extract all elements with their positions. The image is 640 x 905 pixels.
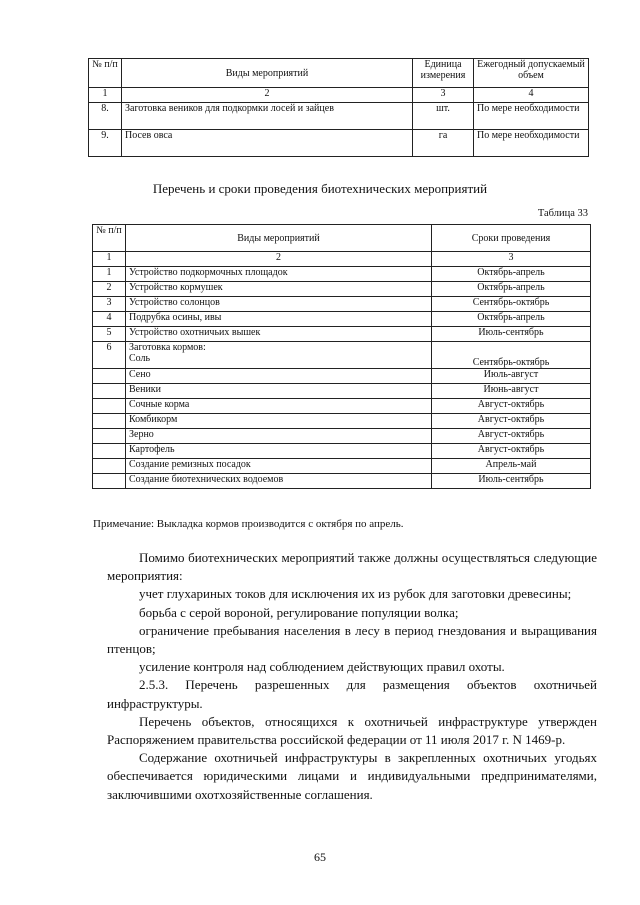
row-num: 2 [93, 282, 126, 297]
table-header-row [93, 225, 591, 252]
row-activity: Создание ремизных посадок [126, 459, 432, 474]
row-period: Июль-сентябрь [432, 474, 591, 489]
paragraph: усиление контроля над соблюдением действующих правил охоты. [139, 659, 505, 675]
row-num [93, 444, 126, 459]
row-period: Октябрь-апрель [432, 267, 591, 282]
row-activity: Заготовка веников для подкормки лосей и зайцев [122, 103, 413, 130]
row-activity [126, 342, 432, 369]
table-note: Примечание: Выкладка кормов производится с октября по апрель. [93, 518, 404, 530]
row-num: 5 [93, 327, 126, 342]
row-num [93, 459, 126, 474]
table-row [93, 414, 591, 429]
row-num: 8. [89, 103, 122, 130]
numbering-cell: 1 [89, 88, 122, 103]
row-num [93, 399, 126, 414]
row-activity: Сено [126, 369, 432, 384]
header-num: № п/п [89, 59, 122, 88]
row-num: 3 [93, 297, 126, 312]
table-row [89, 103, 589, 130]
table-row [93, 267, 591, 282]
row-activity: Комбикорм [126, 414, 432, 429]
table-numbering-row [89, 88, 589, 103]
row-activity: Создание биотехнических водоемов [126, 474, 432, 489]
row-activity: Посев овса [122, 130, 413, 157]
row-period: Август-октябрь [432, 414, 591, 429]
row-unit: шт. [413, 103, 474, 130]
row-period: Июль-сентябрь [432, 327, 591, 342]
header-period: Сроки проведения [432, 225, 591, 252]
header-activity: Виды мероприятий [126, 225, 432, 252]
table-row [93, 429, 591, 444]
row-activity: Устройство подкормочных площадок [126, 267, 432, 282]
table-header-row [89, 59, 589, 88]
row-period: Август-октябрь [432, 429, 591, 444]
paragraph: Содержание охотничьей инфраструктуры в закрепленных охотничьих угодьях обеспечивается юридическими лицами и индивидуальными предпринимателями, заключившими охотхозяйственные соглашения. [107, 750, 597, 802]
row-num: 1 [93, 267, 126, 282]
header-volume: Ежегодный допускаемый объем [474, 59, 589, 88]
paragraph: 2.5.3. Перечень разрешенных для размещения объектов охотничьей инфраструктуры. [107, 677, 597, 711]
row-activity: Устройство кормушек [126, 282, 432, 297]
row-activity: Картофель [126, 444, 432, 459]
table-row [93, 369, 591, 384]
row-period: Октябрь-апрель [432, 282, 591, 297]
table-numbering-row [93, 252, 591, 267]
row-num [93, 369, 126, 384]
row-num [93, 429, 126, 444]
header-num: № п/п [93, 225, 126, 252]
paragraph: Перечень объектов, относящихся к охотничьей инфраструктуре утвержден Распоряжением правительства российской федерации от 11 июля 2017 г. N 1469-р. [107, 713, 597, 748]
row-period: Август-октябрь [432, 399, 591, 414]
table-row [93, 399, 591, 414]
row-num [93, 474, 126, 489]
numbering-cell: 1 [93, 252, 126, 267]
row-period: Июль-август [432, 369, 591, 384]
row-num: 6 [93, 342, 126, 369]
row-num [93, 384, 126, 399]
numbering-cell: 3 [413, 88, 474, 103]
paragraph: ограничение пребывания населения в лесу в период гнездования и выращивания птенцов; [107, 622, 597, 657]
table-row [93, 312, 591, 327]
table-row [93, 384, 591, 399]
section-title: Перечень и сроки проведения биотехнических мероприятий [152, 181, 488, 196]
row-activity: Устройство охотничьих вышек [126, 327, 432, 342]
row-num [93, 414, 126, 429]
row-unit: га [413, 130, 474, 157]
table-row [93, 297, 591, 312]
row-activity-item: Соль [129, 353, 151, 364]
row-volume: По мере необходимости [474, 103, 589, 130]
header-unit: Единица измерения [413, 59, 474, 88]
table-row [89, 130, 589, 157]
table-label: Таблица 33 [537, 208, 588, 219]
row-period: Июнь-август [432, 384, 591, 399]
row-period: Октябрь-апрель [432, 312, 591, 327]
table-row [93, 444, 591, 459]
row-period: Апрель-май [432, 459, 591, 474]
row-volume: По мере необходимости [474, 130, 589, 157]
row-activity: Зерно [126, 429, 432, 444]
page-number: 65 [314, 850, 326, 864]
row-num: 4 [93, 312, 126, 327]
table-row [93, 282, 591, 297]
numbering-cell: 2 [126, 252, 432, 267]
body-text [107, 549, 597, 804]
row-activity: Веники [126, 384, 432, 399]
table-biotechnical-schedule [92, 224, 591, 489]
table-row [93, 327, 591, 342]
row-activity-group: Заготовка кормов: [129, 342, 206, 353]
row-activity: Подрубка осины, ивы [126, 312, 432, 327]
row-period: Август-октябрь [432, 444, 591, 459]
numbering-cell: 2 [122, 88, 413, 103]
row-period: Сентябрь-октябрь [432, 342, 591, 369]
paragraph: борьба с серой вороной, регулирование популяции волка; [139, 604, 459, 620]
row-period: Сентябрь-октябрь [432, 297, 591, 312]
table-row [93, 474, 591, 489]
header-activity: Виды мероприятий [122, 59, 413, 88]
numbering-cell: 4 [474, 88, 589, 103]
paragraph: Помимо биотехнических мероприятий также должны осуществляться следующие мероприятия: [107, 550, 597, 584]
table-hunting-activities-volume [88, 58, 589, 157]
table-row [93, 342, 591, 369]
paragraph: учет глухариных токов для исключения их из рубок для заготовки древесины; [139, 586, 572, 602]
row-activity: Сочные корма [126, 399, 432, 414]
numbering-cell: 3 [432, 252, 591, 267]
table-row [93, 459, 591, 474]
row-activity: Устройство солонцов [126, 297, 432, 312]
row-num: 9. [89, 130, 122, 157]
